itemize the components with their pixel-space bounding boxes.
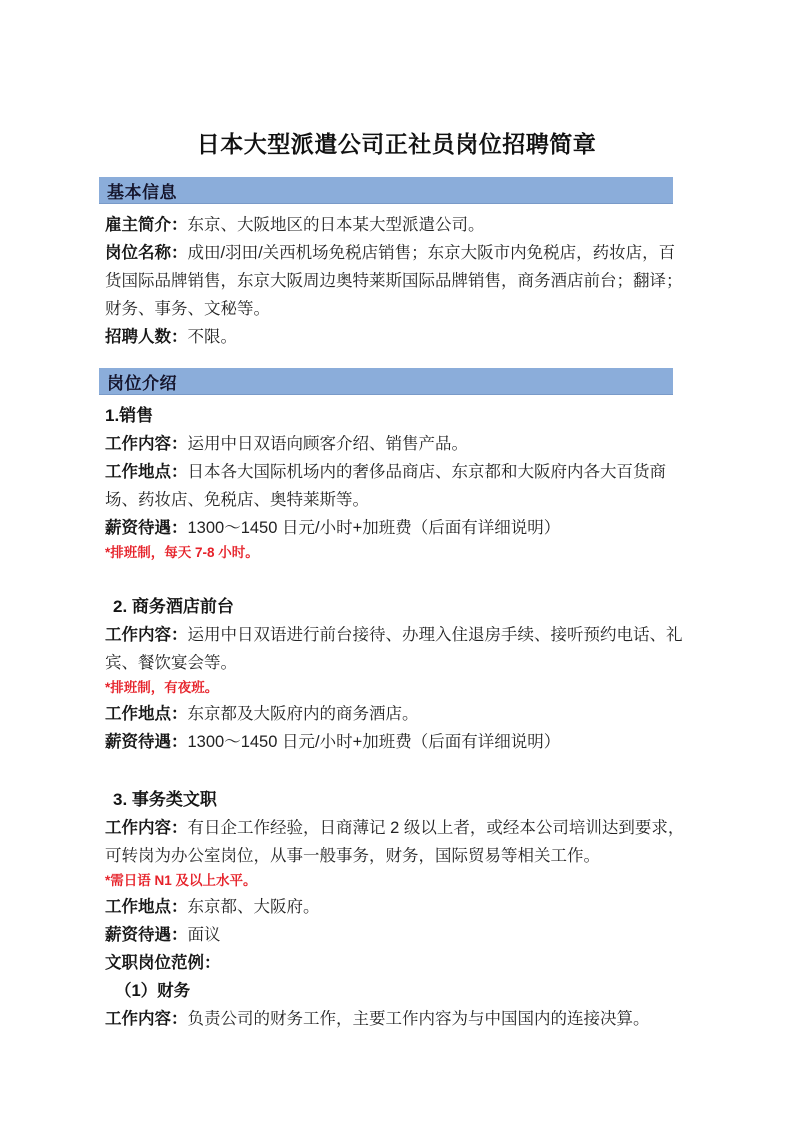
job-sales-salary-label: 薪资待遇： <box>105 519 188 537</box>
job-clerical-salary-label: 薪资待遇： <box>105 926 188 944</box>
job-block-sales <box>99 402 686 563</box>
field-job-titles-label: 岗位名称： <box>105 244 188 262</box>
job-sales-salary <box>99 514 686 542</box>
job-hotel-salary-value: 1300～1450 日元/小时+加班费（后面有详细说明） <box>187 733 561 751</box>
job-hotel-content <box>99 621 686 677</box>
field-headcount-value: 不限。 <box>187 328 237 346</box>
job-clerical-salary-value: 面议 <box>187 926 221 944</box>
job-clerical-location-label: 工作地点： <box>105 898 188 916</box>
job-block-office-clerical <box>99 786 686 1033</box>
section-header-basic-info <box>99 177 673 204</box>
field-job-titles <box>99 239 686 323</box>
clerical-example-1-content-label: 工作内容： <box>105 1010 188 1028</box>
basic-info-body <box>99 204 686 351</box>
job-hotel-location <box>99 700 686 728</box>
clerical-example-1-content-value: 负责公司的财务工作，主要工作内容为与中国国内的连接决算。 <box>187 1010 650 1028</box>
field-employer-label: 雇主简介： <box>105 216 188 234</box>
section-header-job-intro-label: 岗位介绍 <box>107 373 177 393</box>
job-hotel-content-label: 工作内容： <box>105 626 188 644</box>
job-clerical-content-label: 工作内容： <box>105 819 188 837</box>
document-content <box>0 177 793 1033</box>
job-sales-location <box>99 458 686 514</box>
clerical-examples-heading: 文职岗位范例： <box>105 954 221 972</box>
job-sales-content-label: 工作内容： <box>105 435 188 453</box>
job-clerical-content <box>99 814 686 870</box>
job-clerical-location <box>99 893 686 921</box>
job-sales-location-label: 工作地点： <box>105 463 188 481</box>
job-clerical-note: *需日语 N1 及以上水平。 <box>105 873 257 888</box>
field-job-titles-value: 成田/羽田/关西机场免税店销售；东京大阪市内免税店，药妆店，百货国际品牌销售，东京大阪周边奥特莱斯国际品牌销售，商务酒店前台；翻译；财务、事务、文秘等。 <box>105 244 683 318</box>
section-header-job-intro <box>99 368 673 395</box>
job-intro-body <box>99 395 686 1033</box>
page-title: 日本大型派遣公司正社员岗位招聘简章 <box>196 131 597 157</box>
field-employer-value: 东京、大阪地区的日本某大型派遣公司。 <box>187 216 485 234</box>
job-hotel-content-value: 运用中日双语进行前台接待、办理入住退房手续、接听预约电话、礼宾、餐饮宴会等。 <box>105 626 683 672</box>
job-sales-location-value: 日本各大国际机场内的奢侈品商店、东京都和大阪府内各大百货商场、药妆店、免税店、奥特莱斯等。 <box>105 463 666 509</box>
job-hotel-salary <box>99 728 686 756</box>
job-block-hotel-front-desk <box>99 593 686 756</box>
job-heading-sales: 1.销售 <box>105 406 154 425</box>
job-sales-content-value: 运用中日双语向顾客介绍、销售产品。 <box>187 435 468 453</box>
job-hotel-location-value: 东京都及大阪府内的商务酒店。 <box>187 705 419 723</box>
job-clerical-content-value: 有日企工作经验，日商薄记 2 级以上者，或经本公司培训达到要求，可转岗为办公室岗位，从事一般事务，财务，国际贸易等相关工作。 <box>105 819 685 865</box>
field-headcount <box>99 323 686 351</box>
job-heading-office-clerical: 3. 事务类文职 <box>113 790 217 809</box>
clerical-example-1-content <box>99 1005 686 1033</box>
section-header-basic-info-label: 基本信息 <box>107 182 177 202</box>
field-employer <box>99 211 686 239</box>
job-clerical-salary <box>99 921 686 949</box>
job-sales-content <box>99 430 686 458</box>
job-hotel-salary-label: 薪资待遇： <box>105 733 188 751</box>
job-sales-salary-value: 1300～1450 日元/小时+加班费（后面有详细说明） <box>187 519 561 537</box>
clerical-example-1-heading: （1）财务 <box>115 982 191 1000</box>
field-headcount-label: 招聘人数： <box>105 328 188 346</box>
job-clerical-location-value: 东京都、大阪府。 <box>187 898 320 916</box>
job-sales-note: *排班制，每天 7-8 小时。 <box>105 545 259 560</box>
job-heading-hotel-front-desk: 2. 商务酒店前台 <box>113 597 234 616</box>
job-hotel-note: *排班制，有夜班。 <box>105 680 219 695</box>
job-hotel-location-label: 工作地点： <box>105 705 188 723</box>
